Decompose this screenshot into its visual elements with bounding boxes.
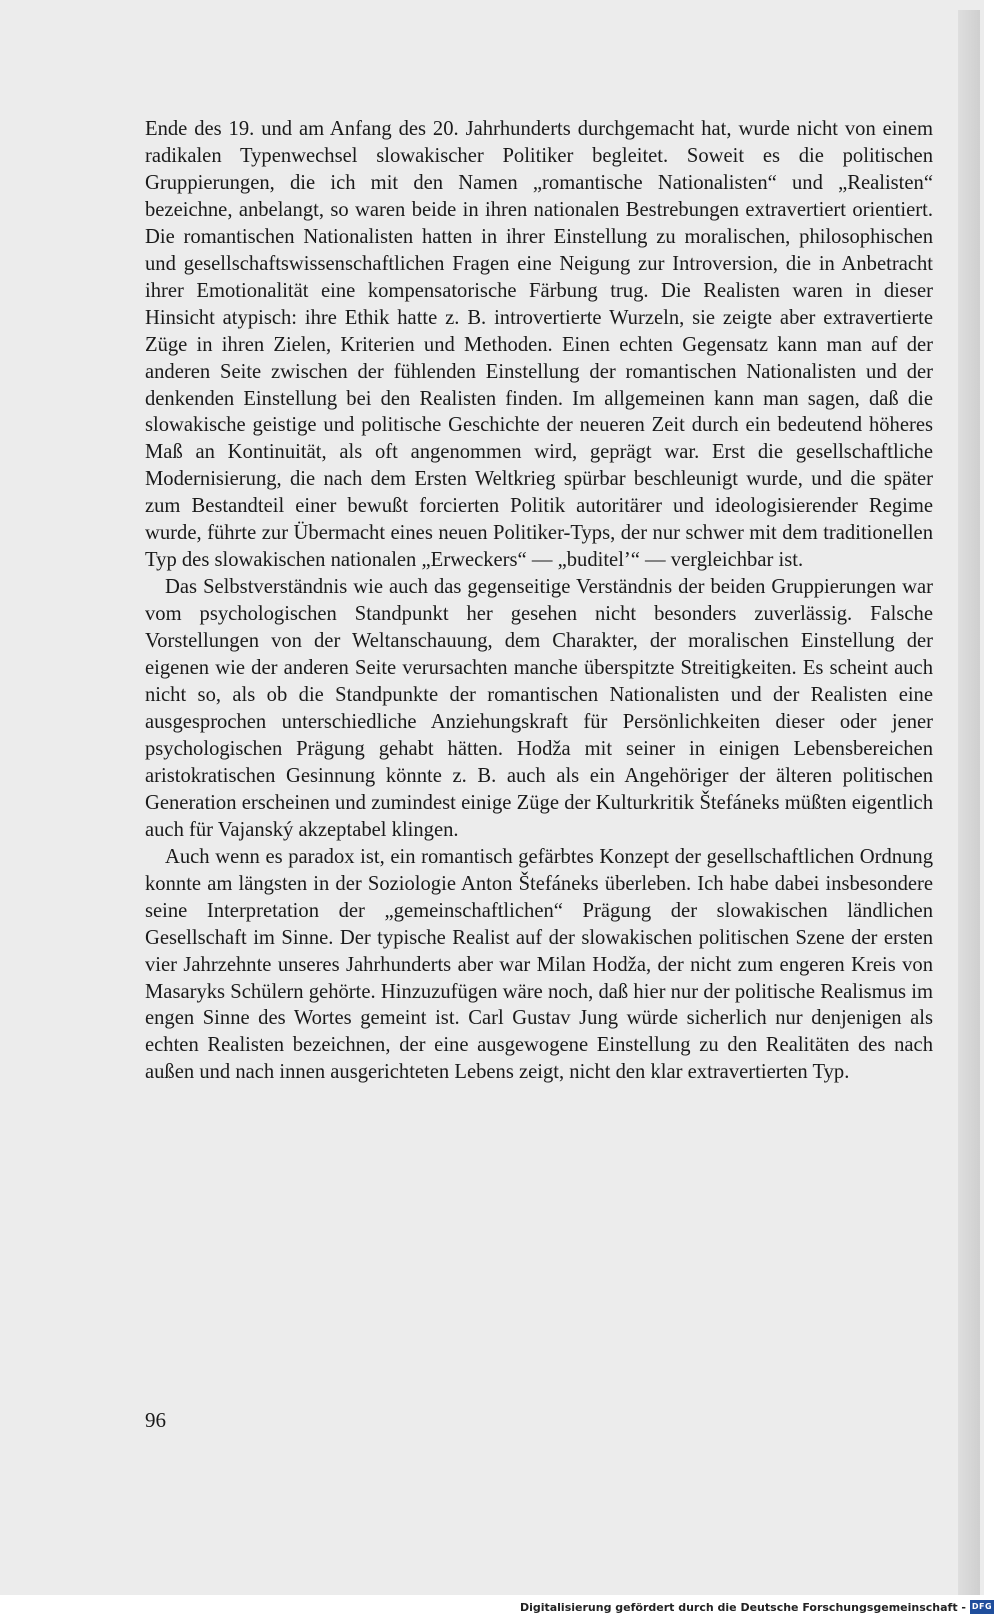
body-text: [145, 116, 933, 1086]
page-number: 96: [145, 1408, 166, 1432]
digitization-footer: [0, 1595, 1000, 1621]
footer-credit-text: Digitalisierung gefördert durch die Deutsche Forschungsgemeinschaft -: [519, 1601, 966, 1614]
paragraph-1: Ende des 19. und am Anfang des 20. Jahrhunderts durchgemacht hat, wurde nicht von einem radikalen Typenwechsel slowakischer Politiker begleitet. Soweit es die politischen Gruppierungen, die ich mit den Namen „romantische Nationalisten“ und „Realisten“ bezeichne, anbelangt, so waren beide in ihren nationalen Bestrebungen extravertiert orientiert. Die romantischen Nationalisten hatten in ihrer Einstellung zu moralischen, philosophischen und gesellschaftswissenschaftlichen Fragen eine Neigung zur Introversion, die in Anbetracht ihrer Emotionalität eine kompensatorische Färbung trug. Die Realisten waren in dieser Hinsicht atypisch: ihre Ethik hatte z. B. introvertierte Wurzeln, sie zeigte aber extravertierte Züge in ihren Zielen, Kriterien und Methoden. Einen echten Gegensatz kann man auf der anderen Seite zwischen der fühlenden Einstellung der romantischen Nationalisten und der denkenden Einstellung bei den Realisten finden. Im allgemeinen kann man sagen, daß die slowakische geistige und politische Geschichte der neueren Zeit durch ein bedeutend höheres Maß an Kontinuität, als oft angenommen wird, geprägt war. Erst die gesellschaftliche Modernisierung, die nach dem Ersten Weltkrieg spürbar beschleunigt wurde, und die später zum Bestandteil einer bewußt forcierten Politik autoritärer und ideologisierender Regime wurde, führte zur Übermacht eines neuen Politiker-Typs, der nur schwer mit dem traditionellen Typ des slowakischen nationalen „Erweckers“ — „buditel’“ — vergleichbar ist.: [145, 118, 933, 572]
paragraph-2: Das Selbstverständnis wie auch das gegenseitige Verständnis der beiden Gruppierungen war vom psychologischen Standpunkt her gesehen nicht besonders zuverlässig. Falsche Vorstellungen von der Weltanschauung, dem Charakter, der moralischen Einstellung der eigenen wie der anderen Seite verursachten manche überspitzte Streitigkeiten. Es scheint auch nicht so, als ob die Standpunkte der romantischen Nationalisten und der Realisten eine ausgesprochen unterschiedliche Anziehungskraft für Persönlichkeiten dieser oder jener psychologischen Prägung gehabt hätten. Hodža mit seiner in einigen Lebensbereichen aristokratischen Gesinnung könnte z. B. auch als ein Angehöriger der älteren politischen Generation erscheinen und zumindest einige Züge der Kulturkritik Štefáneks müßten eigentlich auch für Vajanský akzeptabel klingen.: [145, 576, 933, 841]
dfg-logo-icon: DFG: [970, 1600, 994, 1614]
paragraph-3: Auch wenn es paradox ist, ein romantisch gefärbtes Konzept der gesellschaftlichen Ordnung konnte am längsten in der Soziologie Anton Štefáneks überleben. Ich habe dabei insbesondere seine Interpretation der „gemeinschaftlichen“ Prägung der slowakischen ländlichen Gesellschaft im Sinne. Der typische Realist auf der slowakischen politischen Szene der ersten vier Jahrzehnte unseres Jahrhunderts aber war Milan Hodža, der nicht zum engeren Kreis von Masaryks Schülern gehörte. Hinzuzufügen wäre noch, daß hier nur der politische Realismus im engen Sinne des Wortes gemeint ist. Carl Gustav Jung würde sicherlich nur denjenigen als echten Realisten bezeichnen, der eine ausgewogene Einstellung zu den Realitäten des nach außen und nach innen ausgerichteten Lebens zeigt, nicht den klar extravertierten Typ.: [145, 845, 933, 1084]
page-edge-shadow: [958, 10, 980, 1595]
